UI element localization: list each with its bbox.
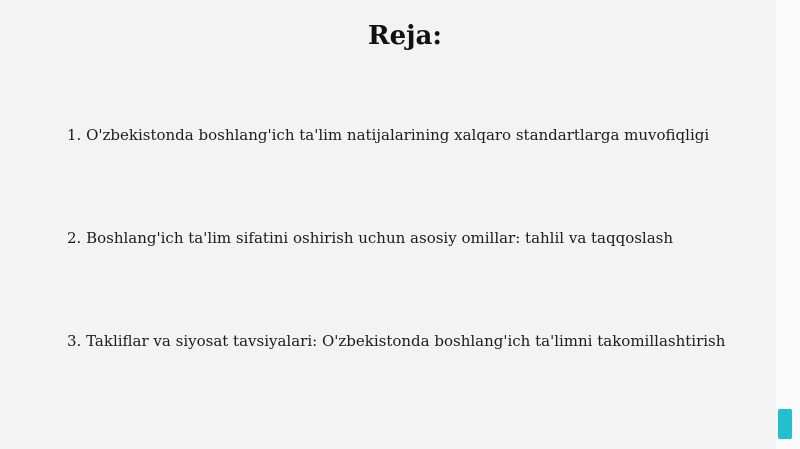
slide-title: Reja: (367, 21, 442, 51)
scrollbar-track[interactable] (776, 0, 800, 449)
plan-item-2: 2. Boshlang'ich ta'lim sifatini oshirish uchun asosiy omillar: tahlil va taqqoslash (67, 229, 674, 247)
plan-item-3: 3. Takliflar va siyosat tavsiyalari: O'zbekistonda boshlang'ich ta'limni takomillashtirish (67, 332, 726, 350)
plan-item-1: 1. O'zbekistonda boshlang'ich ta'lim natijalarining xalqaro standartlarga muvofiqligi (67, 126, 710, 144)
scrollbar-thumb[interactable] (778, 409, 792, 439)
